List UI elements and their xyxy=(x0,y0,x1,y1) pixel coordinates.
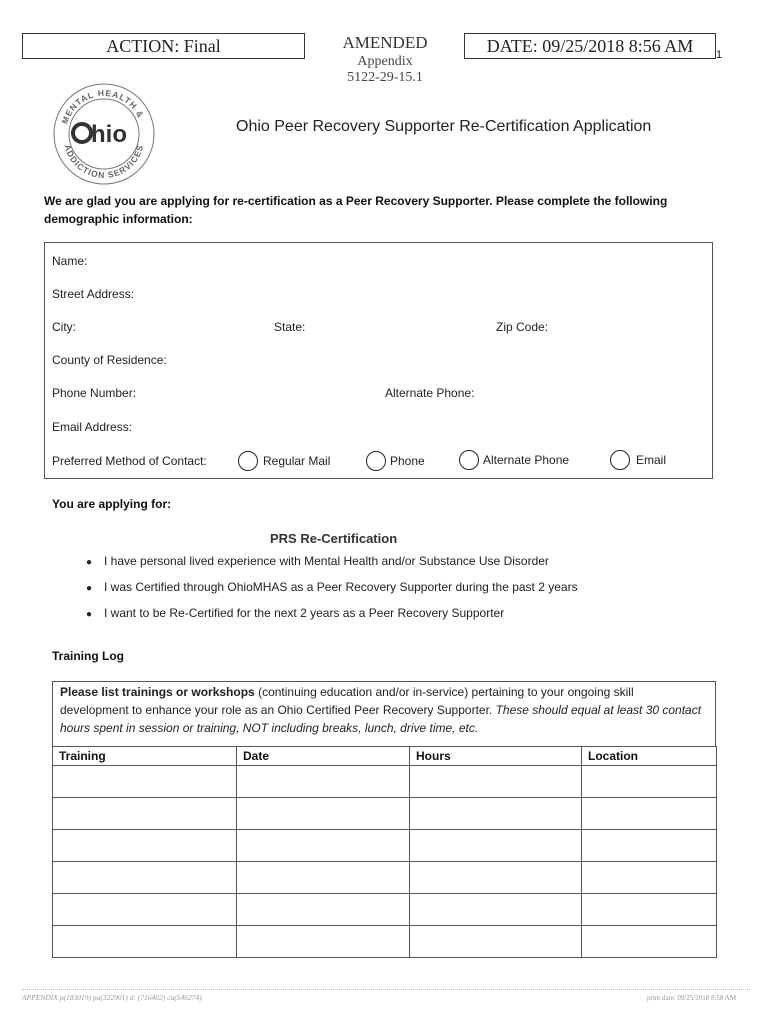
training-instructions-box xyxy=(52,681,716,747)
training-cell[interactable] xyxy=(53,894,237,926)
preferred-contact-label: Preferred Method of Contact: xyxy=(52,454,207,468)
radio-phone[interactable] xyxy=(366,451,386,471)
bullet-text: I was Certified through OhioMHAS as a Peer Recovery Supporter during the past 2 years xyxy=(104,580,578,594)
county-field[interactable]: County of Residence: xyxy=(52,353,167,367)
appendix-label xyxy=(315,54,455,86)
location-cell[interactable] xyxy=(582,766,717,798)
radio-label-regular-mail: Regular Mail xyxy=(263,454,331,468)
ohio-mhas-logo xyxy=(52,82,156,186)
action-status: ACTION: Final xyxy=(106,36,221,56)
bullet-icon: ● xyxy=(86,557,93,568)
hours-cell[interactable] xyxy=(410,926,582,958)
zip-code-field[interactable]: Zip Code: xyxy=(496,320,549,334)
column-header-date: Date xyxy=(237,747,410,766)
date-box xyxy=(464,33,716,59)
applying-for-label: You are applying for: xyxy=(52,497,172,511)
street-address-field[interactable]: Street Address: xyxy=(52,287,135,301)
instructions-bold: Please list trainings or workshops xyxy=(60,685,255,699)
table-row xyxy=(53,894,717,926)
date-value: DATE: 09/25/2018 8:56 AM xyxy=(486,36,694,56)
logo-wordmark: hio xyxy=(91,121,127,148)
page-title: Ohio Peer Recovery Supporter Re-Certification Application xyxy=(236,118,652,135)
location-cell[interactable] xyxy=(582,798,717,830)
date-cell[interactable] xyxy=(237,830,410,862)
city-field[interactable]: City: xyxy=(52,320,76,334)
training-cell[interactable] xyxy=(53,862,237,894)
location-cell[interactable] xyxy=(582,926,717,958)
date-cell[interactable] xyxy=(237,894,410,926)
date-cell[interactable] xyxy=(237,862,410,894)
name-field[interactable]: Name: xyxy=(52,254,88,268)
hours-cell[interactable] xyxy=(410,894,582,926)
footer-appendix-id: APPENDIX p(183019) pa(322901) d: (716402) ca(546274) xyxy=(22,993,202,1002)
list-item xyxy=(86,606,504,620)
prs-recertification-heading: PRS Re-Certification xyxy=(270,531,398,546)
hours-cell[interactable] xyxy=(410,862,582,894)
bullet-text: I want to be Re-Certified for the next 2 years as a Peer Recovery Supporter xyxy=(104,606,505,620)
instructions-italic: These should equal at least 30 contact hours spent in session or training, NOT including breaks, lunch, drive time, etc. xyxy=(60,703,702,735)
table-row xyxy=(53,862,717,894)
training-cell[interactable] xyxy=(53,798,237,830)
instructions-normal: (continuing education and/or in-service) pertaining to your ongoing skill development to enhance your role as an Ohio Certified Peer Recovery Supporter. xyxy=(60,685,634,717)
logo-top-text: MENTAL HEALTH & xyxy=(59,87,147,126)
table-header-row xyxy=(53,747,717,766)
list-item xyxy=(86,580,578,594)
hours-cell[interactable] xyxy=(410,798,582,830)
alternate-phone-field[interactable]: Alternate Phone: xyxy=(385,386,475,400)
date-cell[interactable] xyxy=(237,766,410,798)
column-header-hours: Hours xyxy=(410,747,582,766)
amended-label: AMENDED xyxy=(342,33,428,52)
location-cell[interactable] xyxy=(582,862,717,894)
table-row xyxy=(53,798,717,830)
list-item xyxy=(86,554,549,568)
hours-cell[interactable] xyxy=(410,830,582,862)
radio-label-alternate-phone: Alternate Phone xyxy=(483,453,570,467)
radio-email[interactable] xyxy=(610,450,630,470)
action-status-box xyxy=(22,33,305,59)
hours-cell[interactable] xyxy=(410,766,582,798)
column-header-training: Training xyxy=(53,747,237,766)
state-field[interactable]: State: xyxy=(274,320,306,334)
training-log-table xyxy=(52,746,717,958)
location-cell[interactable] xyxy=(582,830,717,862)
training-cell[interactable] xyxy=(53,926,237,958)
phone-field[interactable]: Phone Number: xyxy=(52,386,137,400)
table-row xyxy=(53,766,717,798)
appendix-line-1: Appendix xyxy=(357,54,413,69)
bullet-icon: ● xyxy=(86,609,93,620)
table-row xyxy=(53,926,717,958)
page-number: 1 xyxy=(716,49,723,61)
radio-regular-mail[interactable] xyxy=(238,451,258,471)
radio-alternate-phone[interactable] xyxy=(459,450,479,470)
training-log-heading: Training Log xyxy=(52,649,124,663)
intro-text: We are glad you are applying for re-certification as a Peer Recovery Supporter. Please complete the following demographic information: xyxy=(44,194,668,226)
training-instructions xyxy=(60,683,705,737)
location-cell[interactable] xyxy=(582,894,717,926)
bullet-text: I have personal lived experience with Mental Health and/or Substance Use Disorder xyxy=(104,554,549,568)
training-cell[interactable] xyxy=(53,830,237,862)
radio-label-phone: Phone xyxy=(390,454,425,468)
demographics-form xyxy=(44,242,713,479)
date-cell[interactable] xyxy=(237,798,410,830)
radio-label-email: Email xyxy=(636,453,667,467)
email-address-field[interactable]: Email Address: xyxy=(52,420,133,434)
footer-print-date: print date: 09/25/2018 8:58 AM xyxy=(647,994,737,1002)
footer-divider xyxy=(22,989,750,990)
appendix-number: 5122-29-15.1 xyxy=(347,70,423,85)
column-header-location: Location xyxy=(582,747,717,766)
logo-bottom-text: ADDICTION SERVICES xyxy=(62,143,146,181)
date-cell[interactable] xyxy=(237,926,410,958)
table-row xyxy=(53,830,717,862)
bullet-icon: ● xyxy=(86,583,93,594)
training-cell[interactable] xyxy=(53,766,237,798)
